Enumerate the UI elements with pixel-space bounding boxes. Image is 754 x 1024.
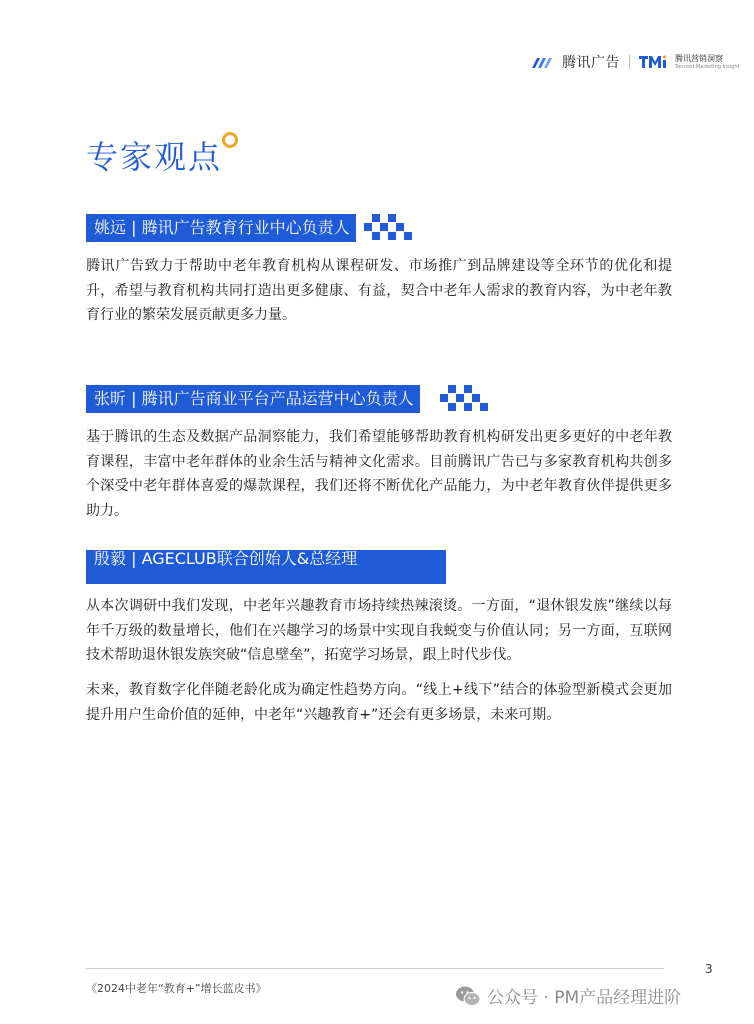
watermark-text: 公众号 · PM产品经理进阶 — [487, 988, 682, 1008]
page-title: 专家观点 — [86, 138, 223, 176]
section-paragraph: 未来，教育数字化伴随老龄化成为确定性趋势方向。“线上+线下”结合的体验型新模式会更加提升用户生命价值的延伸，中老年“兴趣教育+”还会有更多场景，未来可期。 — [86, 682, 672, 723]
wechat-icon — [455, 985, 481, 1007]
book-title: 《2024中老年“教育+”增长蓝皮书》 — [86, 982, 267, 995]
tmi-logo-icon — [639, 54, 669, 70]
tencent-ads-logo-icon — [530, 54, 556, 70]
footer-divider — [86, 968, 664, 969]
tmi-logo-text — [675, 55, 739, 70]
tmi-logo-cn: 腾讯营销洞察 — [675, 53, 723, 63]
brand-logo-text: 腾讯广告 — [562, 55, 620, 71]
logo-divider — [629, 55, 630, 69]
section-paragraph: 腾讯广告致力于帮助中老年教育机构从课程研发、市场推广到品牌建设等全环节的优化和提升，希望与教育机构共同打造出更多健康、有益，契合中老年人需求的教育内容，为中老年教育行业的繁荣发展贡献更多力量。 — [86, 258, 672, 323]
section-heading: 殷毅 | AGECLUB联合创始人&总经理 — [86, 550, 446, 584]
page-number: 3 — [705, 962, 713, 976]
header-logos — [530, 52, 739, 72]
section-heading: 张昕 | 腾讯广告商业平台产品运营中心负责人 — [86, 385, 420, 413]
section-paragraph: 基于腾讯的生态及数据产品洞察能力，我们希望能够帮助教育机构研发出更多更好的中老年教育课程，丰富中老年群体的业余生活与精神文化需求。目前腾讯广告已与多家教育机构共创多个深受中老年群体喜爱的爆款课程，我们还将不断优化产品能力，为中老年教育伙伴提供更多助力。 — [86, 429, 672, 519]
section-paragraph: 从本次调研中我们发现，中老年兴趣教育市场持续热辣滚烫。一方面，“退休银发族”继续以每年千万级的数量增长，他们在兴趣学习的场景中实现自我蜕变与价值认同；另一方面，互联网技术帮助退休银发族突破“信息壁垒”，拓宽学习场景，跟上时代步伐。 — [86, 598, 672, 663]
watermark — [455, 983, 681, 1008]
section-heading: 姚远 | 腾讯广告教育行业中心负责人 — [86, 214, 356, 242]
pixel-decoration-icon — [366, 554, 422, 584]
pixel-decoration-icon — [364, 214, 420, 244]
pixel-decoration-icon — [440, 385, 496, 415]
tmi-logo-en: Tencent Marketing Insight — [675, 63, 740, 70]
decorative-ring-icon — [222, 132, 238, 148]
